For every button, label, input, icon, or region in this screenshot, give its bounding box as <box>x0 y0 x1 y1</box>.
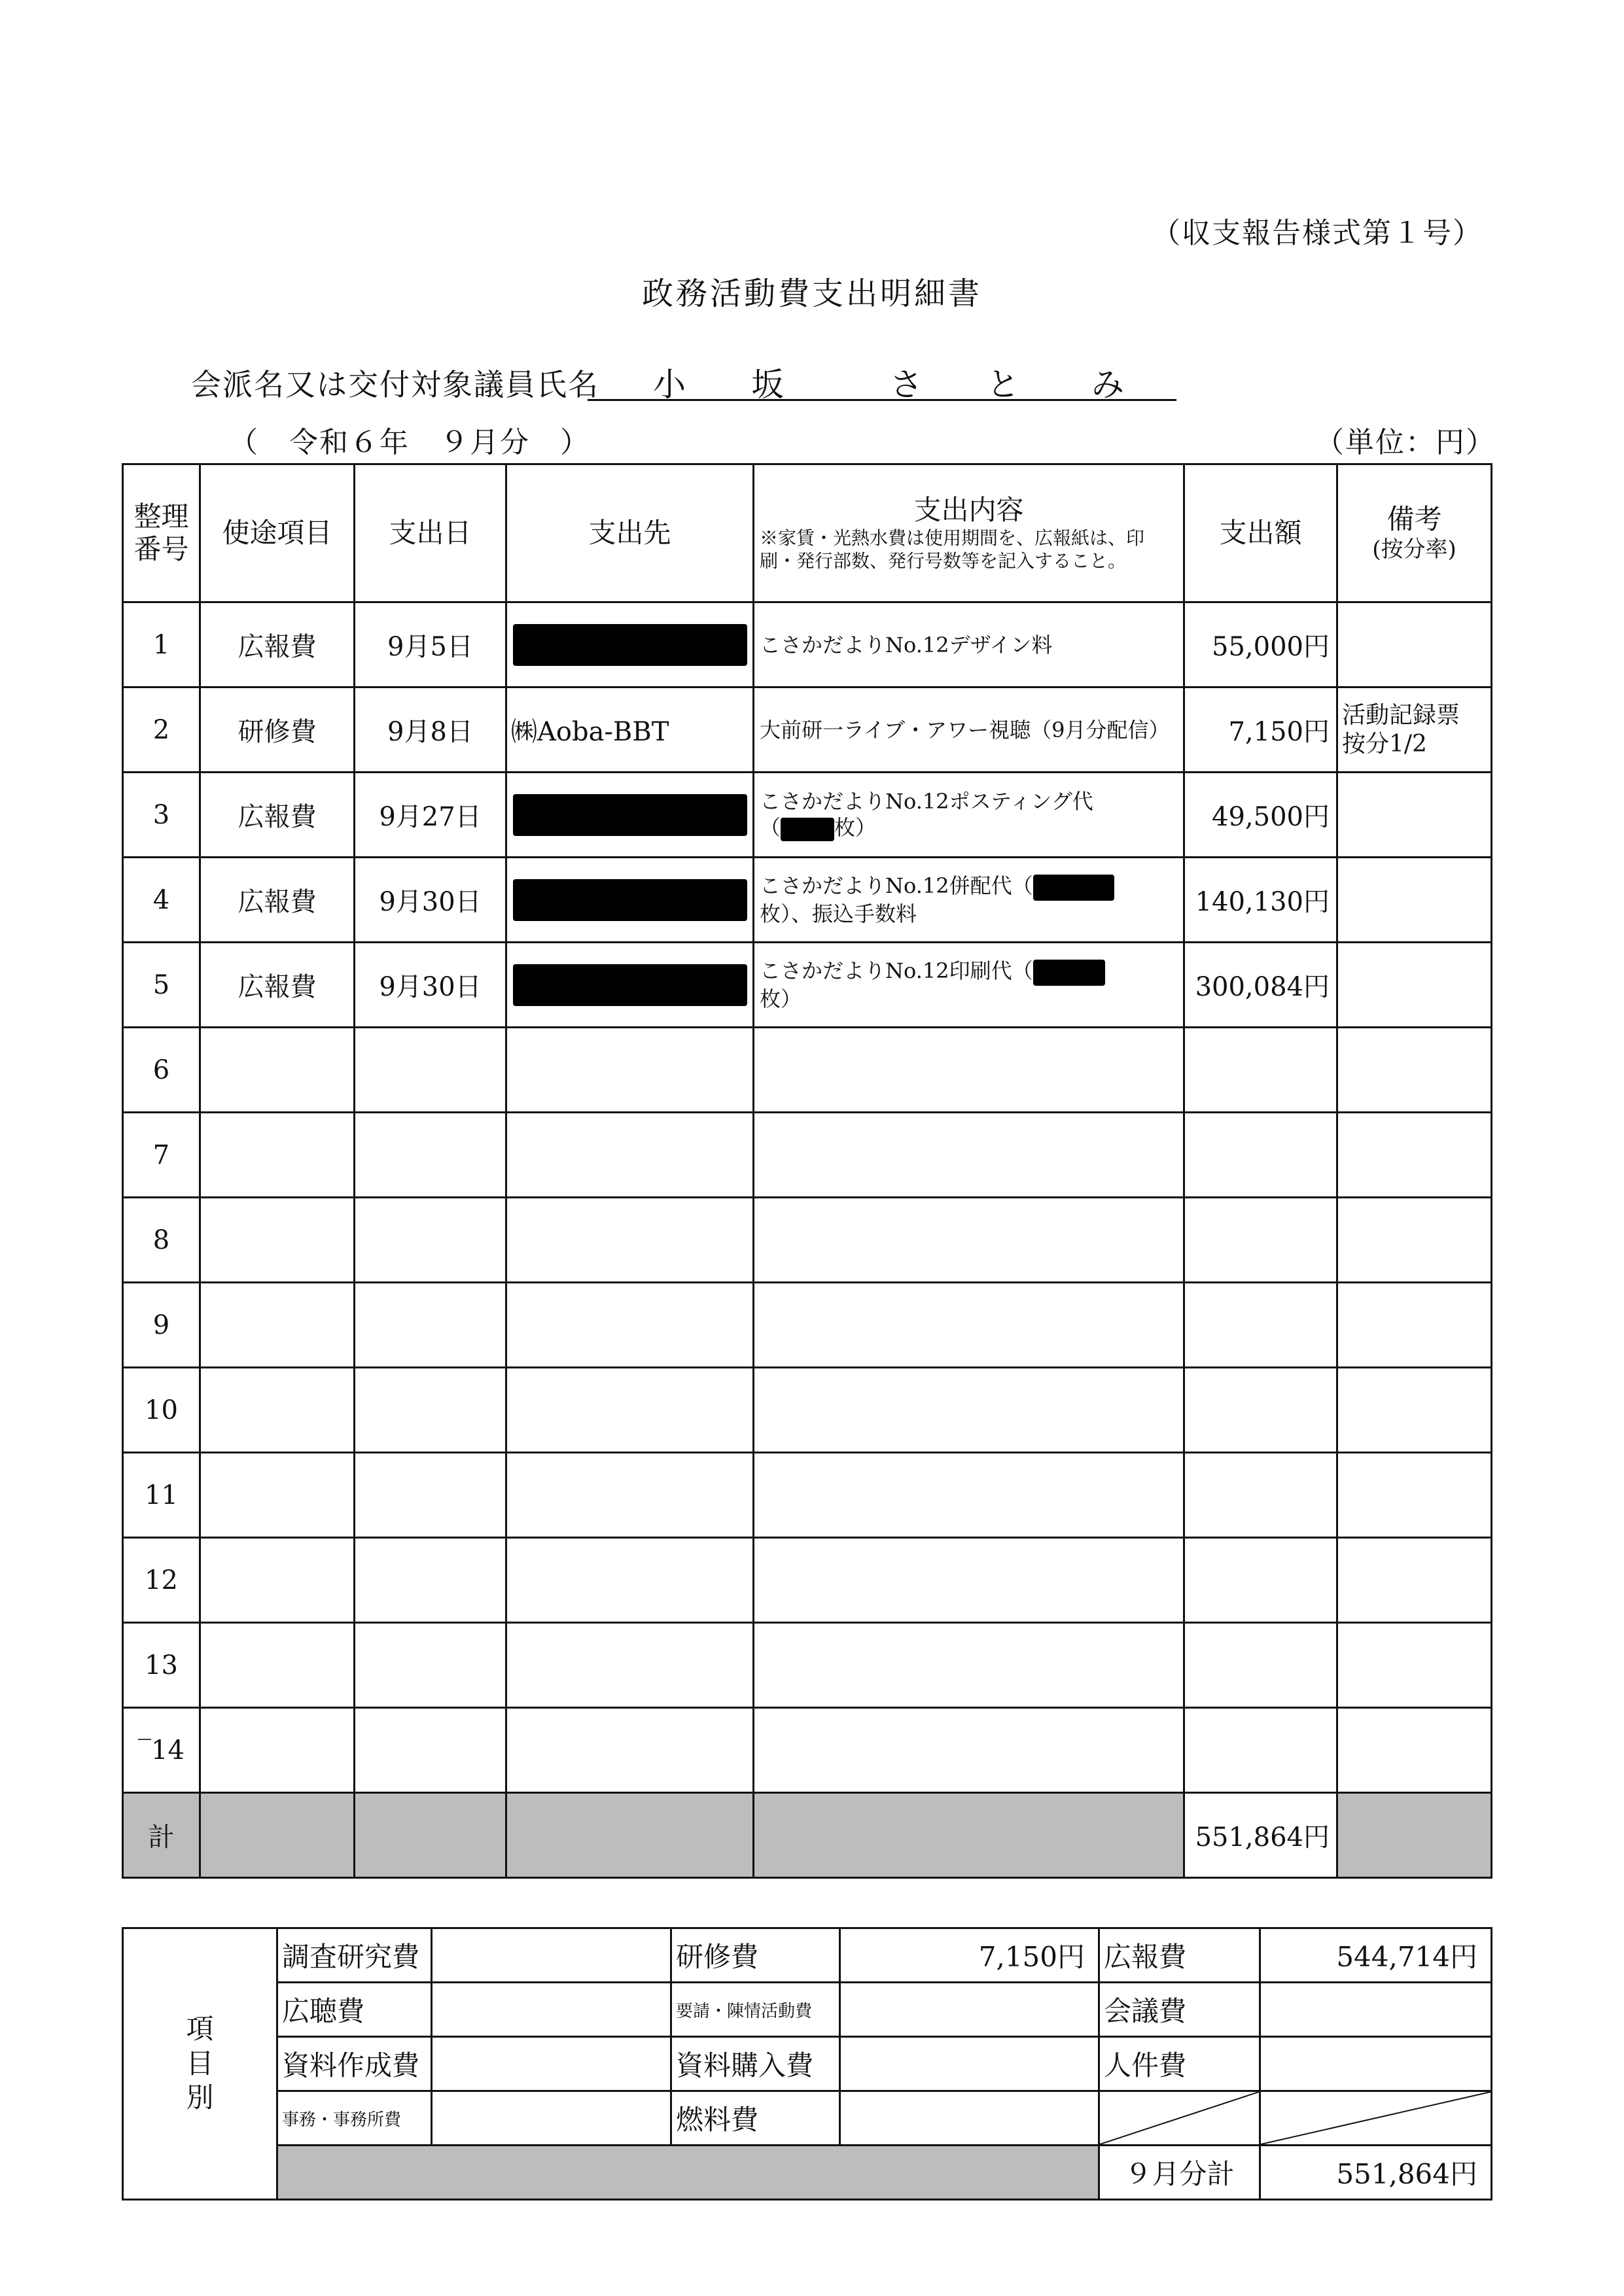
row-no: 2 <box>123 687 200 773</box>
row-date: 9月30日 <box>355 943 506 1028</box>
row-no: 4 <box>123 858 200 943</box>
summary-kenshu-label: 研修費 <box>671 1928 840 1983</box>
table-row <box>123 1198 1492 1283</box>
row-date: 9月8日 <box>355 687 506 773</box>
row-content: こさかだよりNo.12併配代（ 枚）、振込手数料 <box>754 858 1184 943</box>
row-no: 8 <box>123 1198 200 1283</box>
table-row <box>123 1368 1492 1453</box>
member-name <box>588 358 1176 404</box>
redaction-block <box>513 624 747 666</box>
row-content: こさかだよりNo.12デザイン料 <box>754 602 1184 687</box>
row-no: 13 <box>123 1623 200 1708</box>
header-amount: 支出額 <box>1184 464 1337 602</box>
header-no: 整理 番号 <box>123 464 200 602</box>
redaction-block <box>781 818 834 841</box>
row-no: 11 <box>123 1453 200 1538</box>
header-row <box>123 464 1492 602</box>
row-no: 7 <box>123 1113 200 1198</box>
member-name-char: み <box>1091 366 1124 404</box>
row-payee <box>506 858 754 943</box>
member-name-char: 坂 <box>751 366 784 404</box>
summary-nenryo-label: 燃料費 <box>671 2091 840 2146</box>
row-amount: 7,150円 <box>1184 687 1337 773</box>
table-row <box>123 1623 1492 1708</box>
row-payee: ㈱Aoba-BBT <box>506 687 754 773</box>
summary-shiryo-konyu-label: 資料購入費 <box>671 2037 840 2091</box>
row-remarks: 活動記録票 按分1/2 <box>1337 687 1492 773</box>
row-payee <box>506 943 754 1028</box>
row-date: 9月30日 <box>355 858 506 943</box>
header-content-title: 支出内容 <box>913 493 1024 526</box>
header-remarks <box>1337 464 1492 602</box>
table-row <box>123 773 1492 858</box>
table-row <box>123 1453 1492 1538</box>
row-category: 広報費 <box>200 773 355 858</box>
redaction-block <box>513 794 747 836</box>
expense-table <box>122 463 1492 1879</box>
row-remarks <box>1337 602 1492 687</box>
summary-chosa-amount <box>432 1928 671 1983</box>
month-total-amount: 551,864円 <box>1260 2146 1492 2200</box>
row-category: 広報費 <box>200 602 355 687</box>
total-amount: 551,864円 <box>1184 1793 1337 1878</box>
summary-kocho-label: 広聴費 <box>277 1983 432 2037</box>
month-total-label: ９月分計 <box>1099 2146 1260 2200</box>
summary-jimusho-label: 事務・事務所費 <box>277 2091 432 2146</box>
summary-yosei-label: 要請・陳情活動費 <box>671 1983 840 2037</box>
row-remarks <box>1337 943 1492 1028</box>
summary-chosa-label: 調査研究費 <box>277 1928 432 1983</box>
table-row <box>123 1283 1492 1368</box>
row-remarks <box>1337 773 1492 858</box>
row-payee <box>506 773 754 858</box>
member-name-char: 小 <box>653 366 686 404</box>
row-no: 5 <box>123 943 200 1028</box>
table-row <box>123 602 1492 687</box>
row-no: ‾14 <box>123 1708 200 1793</box>
member-name-char: と <box>987 366 1019 404</box>
row-category: 研修費 <box>200 687 355 773</box>
table-row <box>123 1708 1492 1793</box>
row-no: 12 <box>123 1538 200 1623</box>
table-row <box>123 943 1492 1028</box>
summary-jinken-label: 人件費 <box>1099 2037 1260 2091</box>
period: （ 令和６年 ９月分 ） <box>229 426 590 459</box>
member-name-char: さ <box>890 366 923 404</box>
summary-koho-amount: 544,714円 <box>1260 1928 1492 1983</box>
header-content-note: ※家賃・光熱水費は使用期間を、広報紙は、印刷・発行部数、発行号数等を記入すること。 <box>760 527 1145 572</box>
document-title: 政務活動費支出明細書 <box>641 275 982 312</box>
header-category: 使途項目 <box>200 464 355 602</box>
row-category: 広報費 <box>200 858 355 943</box>
table-row <box>123 1538 1492 1623</box>
total-label: 計 <box>123 1793 200 1878</box>
row-content: こさかだよりNo.12ポスティング代 （ 枚） <box>754 773 1184 858</box>
row-amount: 55,000円 <box>1184 602 1337 687</box>
diagonal-cell <box>1099 2091 1260 2146</box>
row-no: 9 <box>123 1283 200 1368</box>
row-no: 10 <box>123 1368 200 1453</box>
row-payee <box>506 602 754 687</box>
summary-shiryo-sakusei-label: 資料作成費 <box>277 2037 432 2091</box>
row-date: 9月27日 <box>355 773 506 858</box>
unit-label: （単位：円） <box>1315 426 1496 459</box>
summary-kenshu-amount: 7,150円 <box>840 1928 1099 1983</box>
header-date: 支出日 <box>355 464 506 602</box>
summary-table <box>122 1927 1492 2200</box>
row-content: 大前研一ライブ・アワー視聴（9月分配信） <box>754 687 1184 773</box>
row-date: 9月5日 <box>355 602 506 687</box>
summary-kaigi-label: 会議費 <box>1099 1983 1260 2037</box>
row-content: こさかだよりNo.12印刷代（ 枚） <box>754 943 1184 1028</box>
row-no: 3 <box>123 773 200 858</box>
row-no: 6 <box>123 1028 200 1113</box>
redaction-block <box>1033 960 1105 986</box>
row-category: 広報費 <box>200 943 355 1028</box>
row-amount: 300,084円 <box>1184 943 1337 1028</box>
summary-side-label: 項 目 別 <box>123 1928 277 2200</box>
summary-koho-label: 広報費 <box>1099 1928 1260 1983</box>
row-no: 1 <box>123 602 200 687</box>
header-payee: 支出先 <box>506 464 754 602</box>
redaction-block <box>513 879 747 921</box>
row-amount: 140,130円 <box>1184 858 1337 943</box>
summary-gray-bar <box>277 2146 1099 2200</box>
table-row <box>123 1113 1492 1198</box>
redaction-block <box>1033 875 1114 901</box>
header-remarks-sub: (按分率) <box>1372 536 1456 563</box>
member-label: 会派名又は交付対象議員氏名 <box>191 367 599 402</box>
form-number: （収支報告様式第１号） <box>1152 217 1483 250</box>
redaction-block <box>513 964 747 1006</box>
table-row <box>123 858 1492 943</box>
header-content <box>754 464 1184 602</box>
row-remarks <box>1337 858 1492 943</box>
row-amount: 49,500円 <box>1184 773 1337 858</box>
table-row <box>123 687 1492 773</box>
header-remarks-title: 備考 <box>1386 503 1442 536</box>
diagonal-cell <box>1260 2091 1492 2146</box>
table-row <box>123 1028 1492 1113</box>
total-row <box>123 1793 1492 1878</box>
